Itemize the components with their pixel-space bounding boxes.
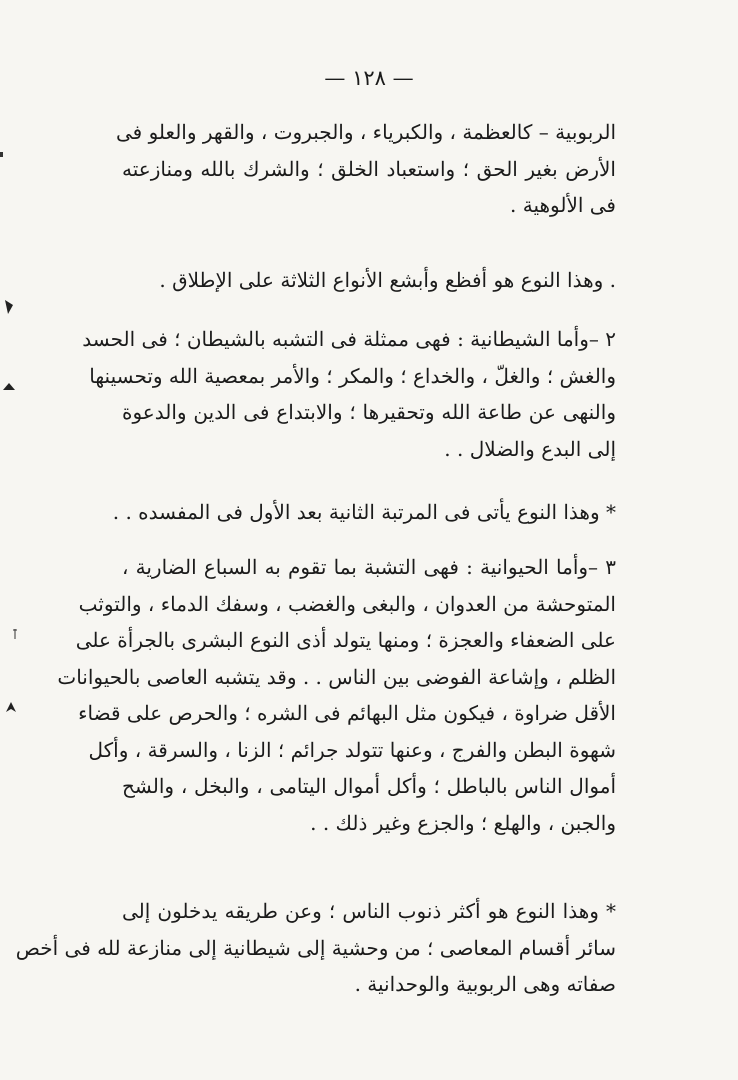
scan-speck-mark xyxy=(2,298,16,316)
paragraph-worst-type-note xyxy=(122,262,616,299)
text-line: الأرض بغير الحق ؛ واستعباد الخلق ؛ والشرك بالله ومنازعته xyxy=(122,156,616,181)
text-line: شهوة البطن والفرج ، وعنها تتولد جرائم ؛ الزنا ، والسرقة ، وأكل xyxy=(88,737,616,762)
paragraph-animalistic xyxy=(57,549,616,841)
paragraph-second-rank-note xyxy=(112,494,616,531)
text-line: صفاته وهى الربوبية والوحدانية . xyxy=(354,972,616,996)
text-line: على الضعفاء والعجزة ؛ ومنها يتولد أذى النوع البشرى بالجرأة على xyxy=(75,628,616,652)
text-line: * وهذا النوع يأتى فى المرتبة الثانية بعد الأول فى المفسده . . xyxy=(112,500,616,524)
paragraph-satanic xyxy=(82,321,616,467)
scan-speck-mark xyxy=(4,700,18,714)
text-line: ٢ –وأما الشيطانية : فهى ممثلة فى التشبه بالشيطان ؛ فى الحسد xyxy=(82,327,616,351)
scan-speck-mark xyxy=(12,628,18,640)
text-line: * وهذا النوع هو أكثر ذنوب الناس ؛ وعن طريقه يدخلون إلى xyxy=(122,899,616,923)
paragraph-most-common-note xyxy=(15,893,616,1003)
text-line: والجبن ، والهلع ؛ والجزع وغير ذلك . . xyxy=(310,810,616,835)
paragraph-lordship xyxy=(116,114,616,224)
text-line: الربوبية – كالعظمة ، والكبرياء ، والجبروت ، والقهر والعلو فى xyxy=(116,120,616,144)
text-line: فى الألوهية . xyxy=(510,193,616,217)
scan-speck-mark xyxy=(0,152,4,158)
text-line: إلى البدع والضلال . . xyxy=(444,436,616,461)
text-line: الأقل ضراوة ، فيكون مثل البهائم فى الشره ؛ والحرص على قضاء xyxy=(78,701,616,725)
page-number: — ١٢٨ — xyxy=(324,66,414,90)
text-line: الظلم ، وإشاعة الفوضى بين الناس . . وقد يتشبه العاصى بالحيوانات xyxy=(57,664,616,689)
text-line: والنهى عن طاعة الله وتحقيرها ؛ والابتداع فى الدين والدعوة xyxy=(122,400,616,424)
text-line: . وهذا النوع هو أفظع وأبشع الأنواع الثلاثة على الإطلاق . xyxy=(159,268,616,292)
text-line: ٣ –وأما الحيوانية : فهى التشبة بما تقوم به السباع الضارية ، xyxy=(122,555,616,579)
text-line: سائر أقسام المعاصى ؛ من وحشية إلى شيطانية إلى منازعة لله فى أخص xyxy=(15,935,616,960)
scan-speck-mark xyxy=(2,382,16,392)
text-line: أموال الناس بالباطل ؛ وأكل أموال اليتامى ، والبخل ، والشح xyxy=(122,774,616,798)
text-line: المتوحشة من العدوان ، والبغى والغضب ، وسفك الدماء ، والتوثب xyxy=(78,591,616,616)
text-line: والغش ؛ والغلّ ، والخداع ؛ والمكر ؛ والأمر بمعصية الله وتحسينها xyxy=(89,363,616,388)
